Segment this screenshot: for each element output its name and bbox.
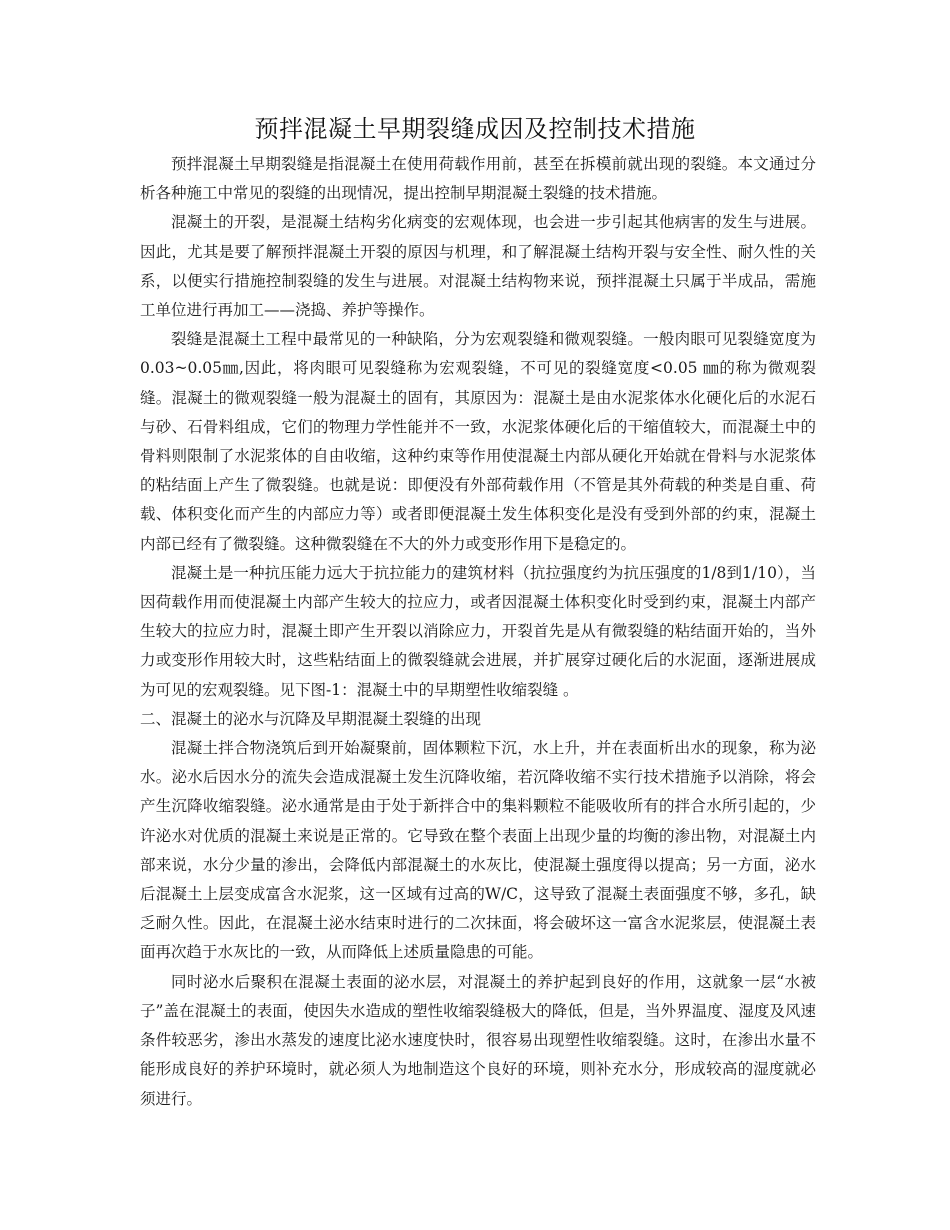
document-body bbox=[140, 150, 816, 1114]
paragraph-crack-types: 裂缝是混凝土工程中最常见的一种缺陷，分为宏观裂缝和微观裂缝。一般肉眼可见裂缝宽度为0.03~0.05㎜,因此，将肉眼可见裂缝称为宏观裂缝，不可见的裂缝宽度<0.05 ㎜的称为微观裂缝。混凝土的微观裂缝一般为混凝土的固有，其原因为：混凝土是由水泥浆体水化硬化后的水泥石与砂、石骨料组成，它们的物理力学性能并不一致，水泥浆体硬化后的干缩值较大，而混凝土中的骨料则限制了水泥浆体的自由收缩，这种约束等作用使混凝土内部从硬化开始就在骨料与水泥浆体的粘结面上产生了微裂缝。也就是说：即便没有外部荷载作用（不管是其外荷载的种类是自重、荷载、体积变化而产生的内部应力等）或者即便混凝土发生体积变化是没有受到外部的约束，混凝土内部已经有了微裂缝。这种微裂缝在不大的外力或变形作用下是稳定的。 bbox=[140, 330, 816, 553]
paragraph-bleeding: 混凝土拌合物浇筑后到开始凝聚前，固体颗粒下沉，水上升，并在表面析出水的现象，称为泌水。泌水后因水分的流失会造成混凝土发生沉降收缩，若沉降收缩不实行技术措施予以消除，将会产生沉降收缩裂缝。泌水通常是由于处于新拌合中的集料颗粒不能吸收所有的拌合水所引起的，少许泌水对优质的混凝土来说是正常的。它导致在整个表面上出现少量的均衡的渗出物，对混凝土内部来说，水分少量的渗出，会降低内部混凝土的水灰比，使混凝土强度得以提高；另一方面，泌水后混凝土上层变成富含水泥浆，这一区域有过高的W/C，这导致了混凝土表面强度不够，多孔，缺乏耐久性。因此，在混凝土泌水结束时进行的二次抹面，将会破坏这一富含水泥浆层，使混凝土表面再次趋于水灰比的一致，从而降低上述质量隐患的可能。 bbox=[140, 739, 816, 962]
paragraph-cracking: 混凝土的开裂，是混凝土结构劣化病变的宏观体现，也会进一步引起其他病害的发生与进展。因此，尤其是要了解预拌混凝土开裂的原因与机理，和了解混凝土结构开裂与安全性、耐久性的关系，以便实行措施控制裂缝的发生与进展。对混凝土结构物来说，预拌混凝土只属于半成品，需施工单位进行再加工——浇捣、养护等操作。 bbox=[140, 213, 816, 320]
section-heading-bleeding: 二、混凝土的泌水与沉降及早期混凝土裂缝的出现 bbox=[140, 709, 482, 728]
paragraph-bleeding-layer: 同时泌水后聚积在混凝土表面的泌水层，对混凝土的养护起到良好的作用，这就象一层“水被子”盖在混凝土的表面，使因失水造成的塑性收缩裂缝极大的降低，但是，当外界温度、湿度及风速条件较恶劣，渗出水蒸发的速度比泌水速度快时，很容易出现塑性收缩裂缝。这时，在渗出水量不能形成良好的养护环境时，就必须人为地制造这个良好的环境，则补充水分，形成较高的湿度就必须进行。 bbox=[140, 972, 816, 1108]
paragraph-tensile-strength: 混凝土是一种抗压能力远大于抗拉能力的建筑材料（抗拉强度约为抗压强度的1/8到1/10），当因荷载作用而使混凝土内部产生较大的拉应力，或者因混凝土体积变化时受到约束，混凝土内部产生较大的拉应力时，混凝土即产生开裂以消除应力，开裂首先是从有微裂缝的粘结面开始的，当外力或变形作用较大时，这些粘结面上的微裂缝就会进展，并扩展穿过硬化后的水泥面，逐渐进展成为可见的宏观裂缝。见下图-1：混凝土中的早期塑性收缩裂缝 。 bbox=[140, 563, 816, 699]
document-title: 预拌混凝土早期裂缝成因及控制技术措施 bbox=[254, 115, 696, 143]
paragraph-intro: 预拌混凝土早期裂缝是指混凝土在使用荷载作用前，甚至在拆模前就出现的裂缝。本文通过分析各种施工中常见的裂缝的出现情况，提出控制早期混凝土裂缝的技术措施。 bbox=[140, 155, 816, 203]
